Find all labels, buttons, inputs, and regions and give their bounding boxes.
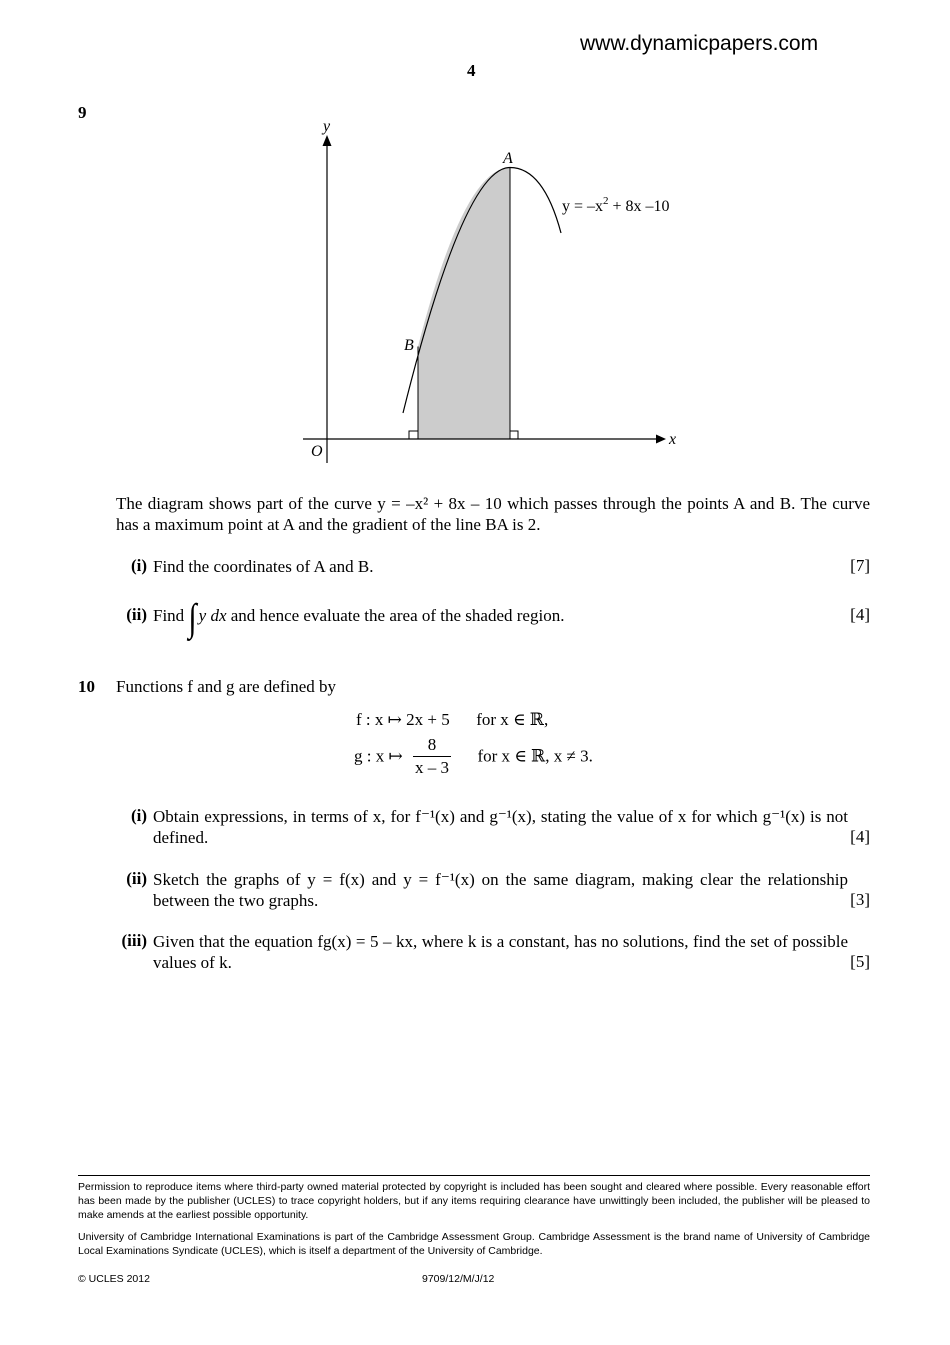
question-10-part-i (116, 806, 870, 850)
part-text: Obtain expressions, in terms of x, for f⁻¹(x) and g⁻¹(x), stating the value of x for which g⁻¹(x) is not defined. (153, 807, 848, 847)
x-axis-label: x (669, 431, 677, 448)
question-9-part-i (116, 556, 870, 578)
part-label: (iii) (121, 931, 147, 950)
part-label: (ii) (126, 605, 147, 624)
part-text: Sketch the graphs of y = f(x) and y = f⁻¹(x) on the same diagram, making clear the relationship between the two graphs. (153, 870, 848, 910)
part-label: (i) (130, 806, 147, 825)
footer-copyright: © UCLES 2012 (78, 1273, 150, 1285)
part-text-after: and hence evaluate the area of the shaded region. (230, 606, 565, 625)
integral-sign: ∫ (188, 596, 197, 640)
origin-label: O (311, 443, 323, 460)
point-b-label: B (404, 337, 414, 354)
footer-rule (78, 1175, 870, 1176)
question-9-number: 9 (78, 103, 87, 122)
page-number: 4 (467, 61, 476, 80)
right-angle-marker-b (409, 431, 418, 439)
g-definition (354, 735, 593, 778)
point-a-label: A (503, 150, 513, 167)
part-text (153, 596, 870, 640)
curve-equation-label: $y = -x^2 + 8x$ –10 (562, 195, 670, 215)
part-marks: [7] (850, 556, 870, 575)
part-label: (i) (130, 556, 147, 575)
question-10-number: 10 (78, 677, 95, 696)
y-axis-label: y (323, 118, 331, 135)
part-marks: [3] (850, 890, 870, 909)
integrand: y dx (198, 606, 227, 625)
f-domain: for x ∈ ℝ, (476, 710, 549, 729)
website-url: www.dynamicpapers.com (580, 32, 819, 55)
question-10-part-ii (116, 869, 870, 913)
g-fraction (413, 735, 451, 778)
x-axis-arrow (656, 435, 666, 444)
question-10-intro: Functions f and g are defined by (116, 677, 336, 696)
question-10-part-iii (116, 931, 870, 975)
part-marks: [4] (850, 827, 870, 846)
f-mapping: f : x ↦ 2x + 5 (356, 710, 450, 729)
part-label: (ii) (126, 869, 147, 888)
g-mapping: g : x ↦ (354, 746, 403, 766)
question-9-intro: The diagram shows part of the curve y = –x² + 8x – 10 which passes through the points A and B. The curve has a maximum point at A and the gradient of the line BA is 2. (116, 494, 870, 534)
part-marks: [5] (850, 952, 870, 971)
f-definition (356, 710, 548, 730)
y-axis-arrow (323, 135, 332, 146)
g-domain: for x ∈ ℝ, x ≠ 3. (477, 746, 593, 766)
question-9-part-ii (116, 596, 870, 640)
part-text: Find the coordinates of A and B. (153, 557, 374, 576)
part-marks: [4] (850, 605, 870, 624)
part-text: Given that the equation fg(x) = 5 – kx, where k is a constant, has no solutions, find the set of possible values of k. (153, 932, 848, 972)
right-angle-marker-a (510, 431, 518, 439)
footer-permission: Permission to reproduce items where third-party owned material protected by copyright is included has been sought and cleared where possible. Every reasonable effort has been made by the publisher (UCLES) to trace copyright holders, but if any items requiring clearance have unwittingly been included, the publisher will be pleased to make amends at the earliest possible opportunity. (78, 1181, 870, 1221)
g-denominator: x – 3 (414, 758, 449, 777)
shaded-region (418, 168, 510, 440)
footer-ucles-info: University of Cambridge International Examinations is part of the Cambridge Assessment Group. Cambridge Assessment is the brand name of University of Cambridge Local Examinations Syndicate (UCLES), which is itself a department of the University of Cambridge. (78, 1231, 870, 1257)
g-numerator: 8 (413, 735, 451, 757)
footer-paper-code: 9709/12/M/J/12 (422, 1273, 495, 1285)
curve-diagram (0, 0, 950, 480)
part-text-before: Find (153, 606, 185, 625)
